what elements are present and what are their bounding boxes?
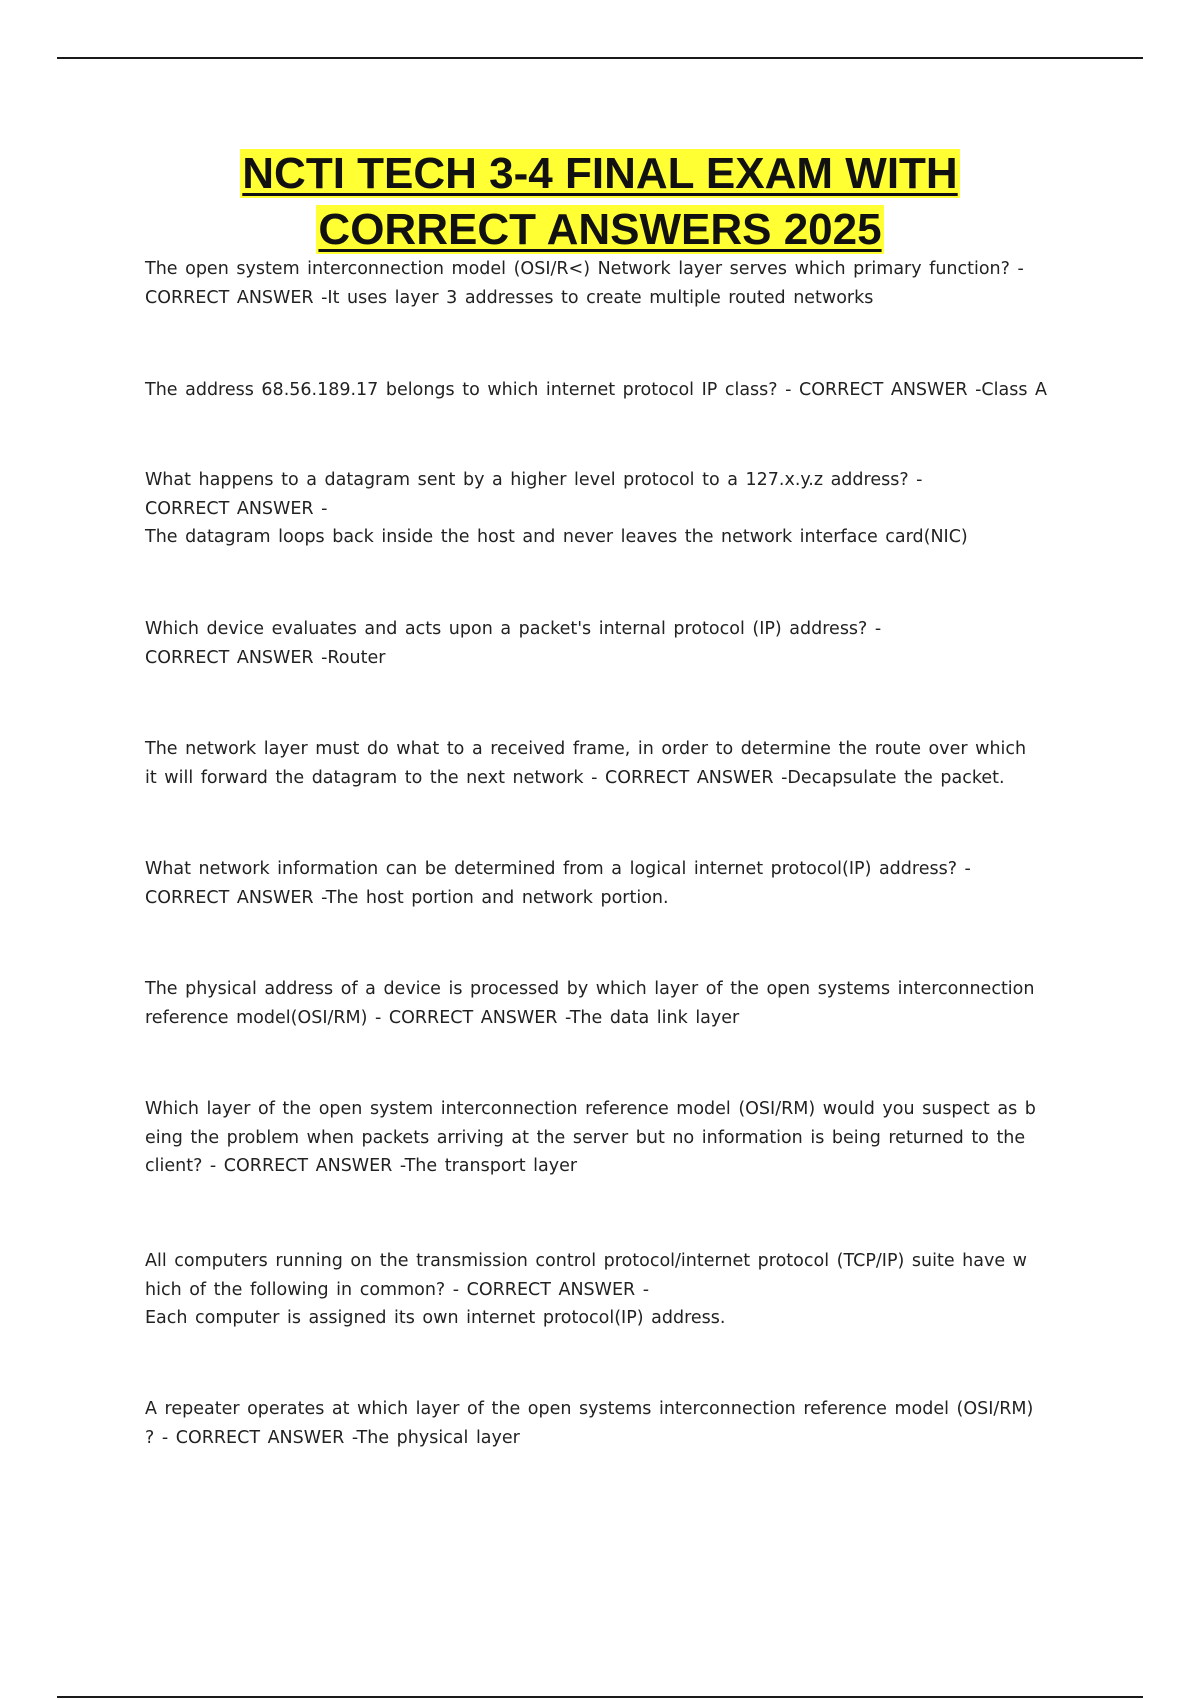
qa-item-5: The network layer must do what to a received frame, in order to determine the route over which it will forward the datagram to the next network - CORRECT ANSWER -Decapsulate the packet. bbox=[145, 739, 1027, 788]
qa-item-1: The open system interconnection model (OSI/R<) Network layer serves which primary function? - CORRECT ANSWER -It uses layer 3 addresses to create multiple routed networks bbox=[145, 259, 1024, 308]
qa-item-10: A repeater operates at which layer of the open systems interconnection reference model (OSI/RM) ? - CORRECT ANSWER -The physical layer bbox=[145, 1399, 1034, 1448]
qa-item-6: What network information can be determined from a logical internet protocol(IP) address? - CORRECT ANSWER -The host portion and network portion. bbox=[145, 859, 971, 908]
qa-item-3: What happens to a datagram sent by a higher level protocol to a 127.x.y.z address? - CORRECT ANSWER - The datagram loops back inside the host and never leaves the network interface card(NIC) bbox=[145, 470, 968, 547]
qa-item-7: The physical address of a device is processed by which layer of the open systems interconnection reference model(OSI/RM) - CORRECT ANSWER -The data link layer bbox=[145, 979, 1035, 1028]
title-line-1: NCTI TECH 3-4 FINAL EXAM WITH bbox=[242, 149, 958, 198]
qa-item-2: The address 68.56.189.17 belongs to which internet protocol IP class? - CORRECT ANSWER -Class A bbox=[145, 380, 1048, 400]
qa-item-9: All computers running on the transmission control protocol/internet protocol (TCP/IP) suite have w hich of the following in common? - CORRECT ANSWER - Each computer is assigned its own internet protocol(IP) address. bbox=[145, 1251, 1027, 1328]
title-line-2: CORRECT ANSWERS 2025 bbox=[318, 205, 882, 254]
top-rule bbox=[57, 57, 1143, 59]
qa-item-4: Which device evaluates and acts upon a packet's internal protocol (IP) address? - CORRECT ANSWER -Router bbox=[145, 619, 882, 668]
qa-item-8: Which layer of the open system interconnection reference model (OSI/RM) would you suspect as b eing the problem when packets arriving at the server but no information is being returned to the client? - CORRECT ANSWER -The transport layer bbox=[145, 1099, 1036, 1176]
document-title bbox=[100, 146, 1100, 258]
bottom-rule bbox=[57, 1696, 1143, 1698]
